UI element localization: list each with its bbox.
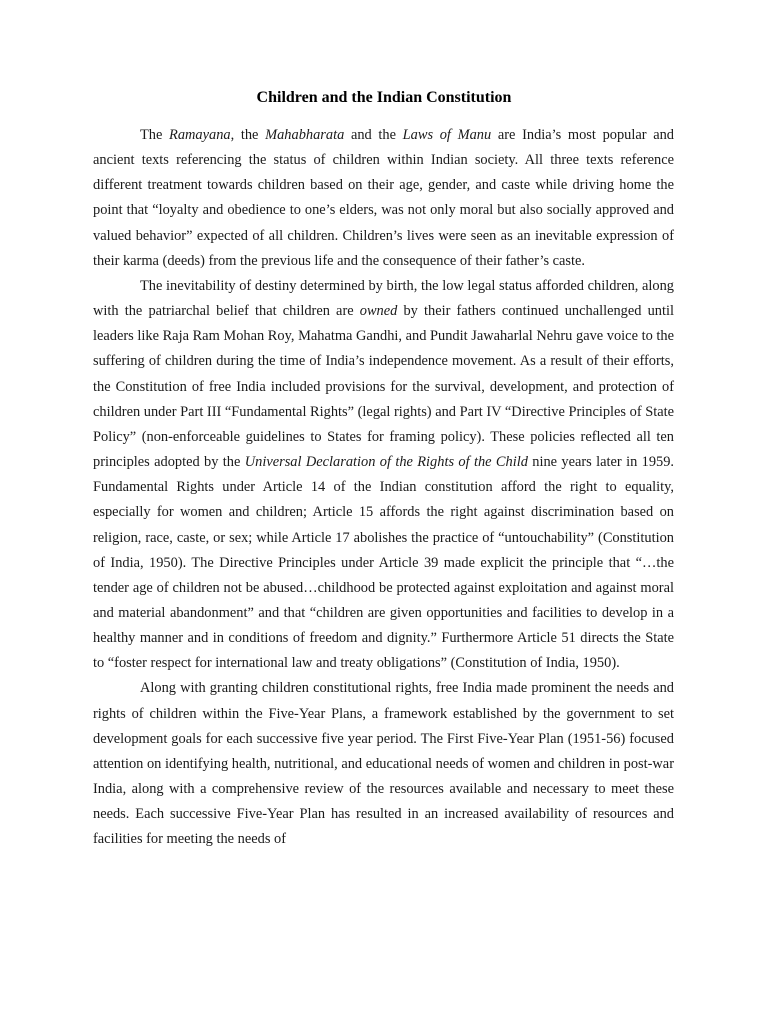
italic-text: Laws of Manu xyxy=(402,127,492,143)
italic-text: Mahabharata xyxy=(265,127,345,143)
italic-text: Ramayana xyxy=(169,127,231,143)
paragraph-text: Along with granting children constitutional rights, free India made prominent the needs and rights of children within the Five-Year Plans, a framework established by the government to set development goals for each successive five year period. The First Five-Year Plan (1951-56) focused attention on identifying health, nutritional, and educational needs of women and children in post-war India, along with a comprehensive review of the resources available and necessary to meet these needs. Each successive Five-Year Plan has resulted in an increased availability of resources and facilities for meeting the needs of xyxy=(93,680,674,848)
paragraph-text: are India’s most popular and ancient texts referencing the status of children within Indian society. All three texts reference different treatment towards children based on their age, gender, and caste while driving home the point that “loyalty and obedience to one’s elders, was not only moral but also socially approved and valued behavior” expected of all children. Children’s lives were seen as an inevitable expression of their karma (deeds) from the previous life and the consequence of their father’s caste. xyxy=(93,127,674,269)
paragraph-text: by their fathers continued unchallenged until leaders like Raja Ram Mohan Roy, Mahatma Gandhi, and Pundit Jawaharlal Nehru gave voice to the suffering of children during the time of India’s independence movement. As a result of their efforts, the Constitution of free India included provisions for the survival, development, and protection of children under Part III “Fundamental Rights” (legal rights) and Part IV “Directive Principles of State Policy” (non-enforceable guidelines to States for framing policy). These policies reflected all ten principles adopted by the xyxy=(93,303,674,471)
paragraph-text: and the xyxy=(344,127,403,143)
paragraph xyxy=(93,274,674,677)
paragraph-text: The inevitability of destiny determined by birth, the low legal status afforded children, along with the patriarchal belief that children are xyxy=(93,277,674,320)
italic-text: Universal Declaration of the Rights of the Child xyxy=(244,454,528,471)
document-title: Children and the Indian Constitution xyxy=(256,89,512,106)
italic-text: owned xyxy=(359,303,398,320)
paragraph-text: , the xyxy=(230,127,266,143)
document-body xyxy=(93,123,674,853)
paragraph-text: The xyxy=(140,127,170,143)
paragraph-text: nine years later in 1959. Fundamental Rights under Article 14 of the Indian constitution afford the right to equality, especially for women and children; Article 15 affords the right against discrimination based on religion, race, caste, or sex; while Article 17 abolishes the practice of “untouchability” (Constitution of India, 1950). The Directive Principles under Article 39 made explicit the principle that “…the tender age of children not be abused…childhood be protected against exploitation and against moral and material abandonment” and that “children are given opportunities and facilities to develop in a healthy manner and in conditions of freedom and dignity.” Furthermore Article 51 directs the State to “foster respect for international law and treaty obligations” (Constitution of India, 1950). xyxy=(93,454,675,672)
paragraph xyxy=(93,123,674,274)
paragraph xyxy=(93,676,674,852)
